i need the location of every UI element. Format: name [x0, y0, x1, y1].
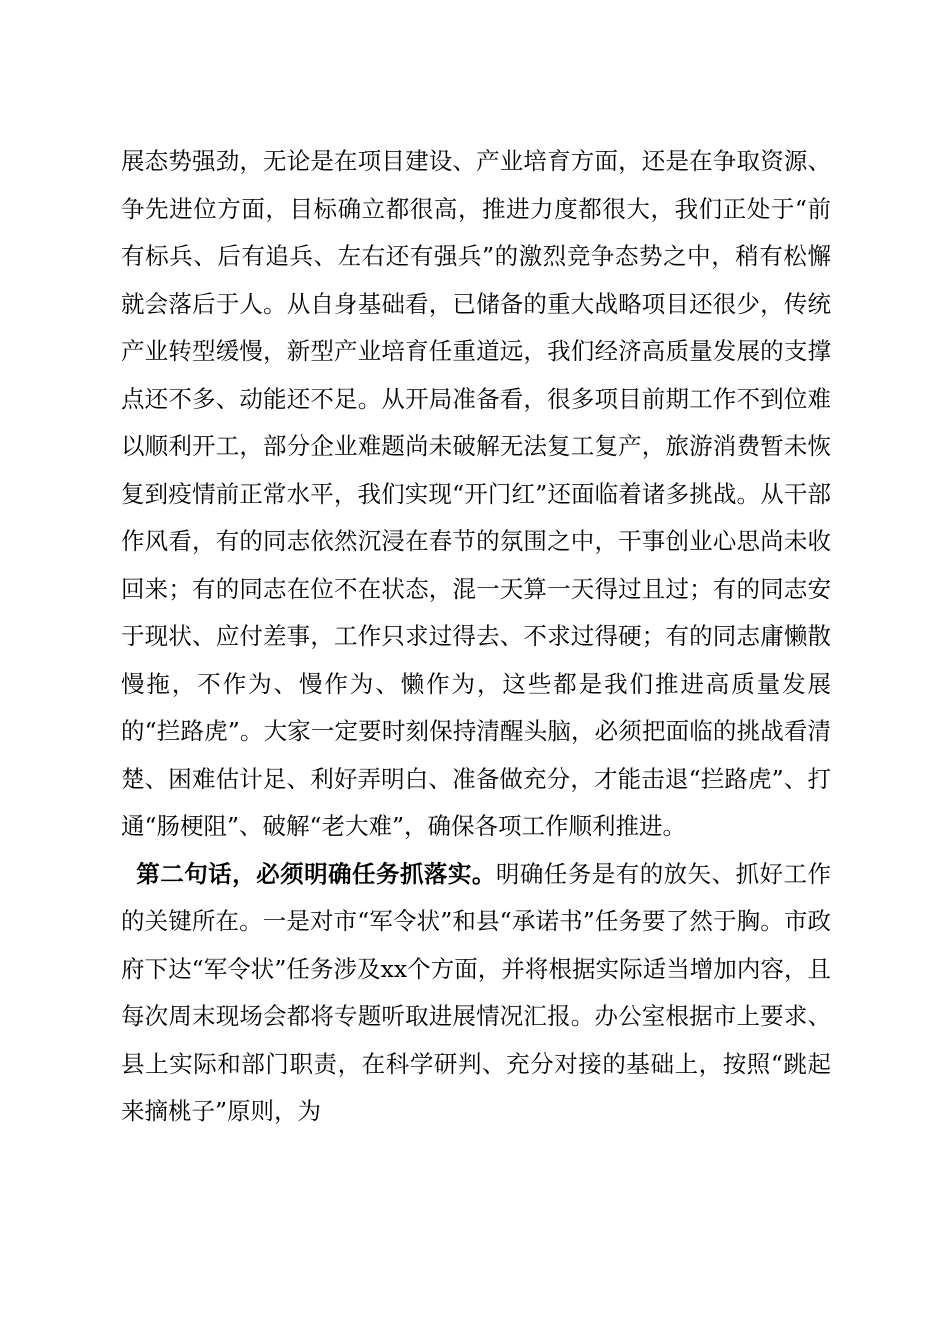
paragraph-2-lead: 第二句话，必须明确任务抓落实。 — [136, 859, 496, 888]
paragraph-2 — [121, 851, 831, 1136]
document-body — [121, 138, 831, 1136]
paragraph-1-text: 展态势强劲，无论是在项目建设、产业培育方面，还是在争取资源、争先进位方面，目标确立都很高，推进力度都很大，我们正处于“前有标兵、后有追兵、左右还有强兵”的激烈竞争态势之中，稍有松懈就会落后于人。从自身基础看，已储备的重大战略项目还很少，传统产业转型缓慢，新型产业培育任重道远，我们经济高质量发展的支撑点还不多、动能还不足。从开局准备看，很多项目前期工作不到位难以顺利开工，部分企业难题尚未破解无法复工复产，旅游消费暂未恢复到疫情前正常水平，我们实现“开门红”还面临着诸多挑战。从干部作风看，有的同志依然沉浸在春节的氛围之中，干事创业心思尚未收回来；有的同志在位不在状态，混一天算一天得过且过；有的同志安于现状、应付差事，工作只求过得去、不求过得硬；有的同志庸懒散慢拖，不作为、慢作为、懒作为，这些都是我们推进高质量发展的“拦路虎”。大家一定要时刻保持清醒头脑，必须把面临的挑战看清楚、困难估计足、利好弄明白、准备做充分，才能击退“拦路虎”、打通“肠梗阻”、破解“老大难”，确保各项工作顺利推进。 — [121, 147, 831, 840]
paragraph-2-text: 明确任务是有的放矢、抓好工作的关键所在。一是对市“军令状”和县“承诺书”任务要了然于胸。市政府下达“军令状”任务涉及xx个方面，并将根据实际适当增加内容，且每次周末现场会都将专题听取进展情况汇报。办公室根据市上要求、县上实际和部门职责，在科学研判、充分对接的基础上，按照“跳起来摘桃子”原则，为 — [121, 859, 832, 1125]
paragraph-1 — [121, 138, 831, 851]
